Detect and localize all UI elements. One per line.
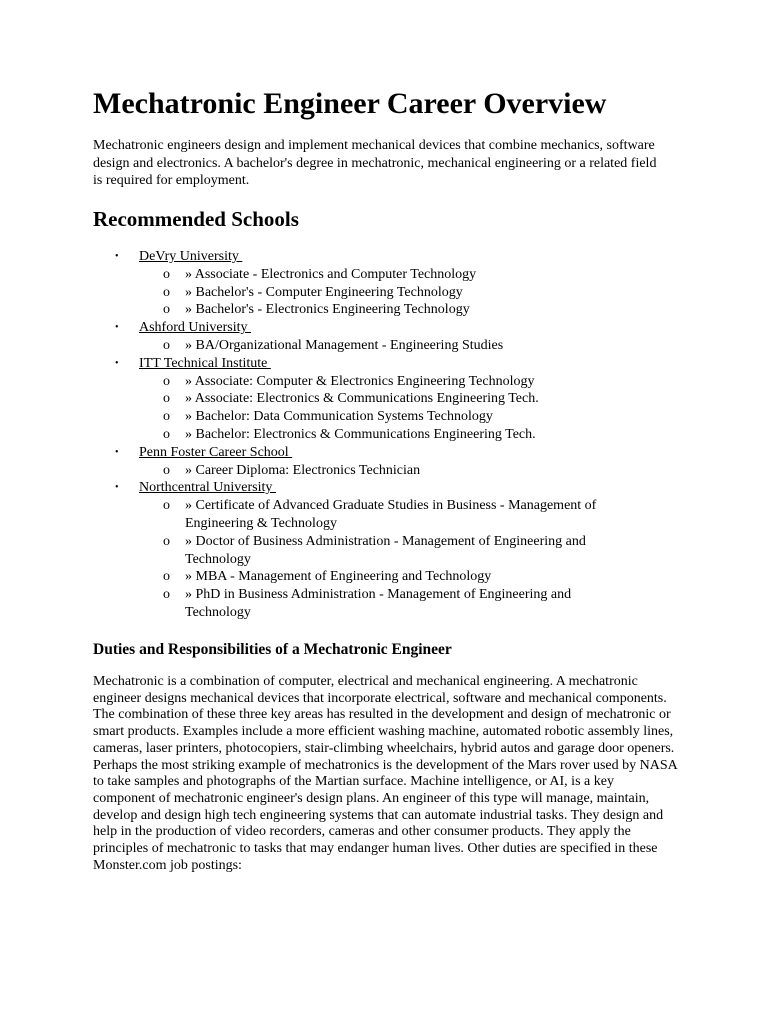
sub-bullet-icon: o — [163, 533, 170, 549]
sub-bullet-icon: o — [163, 498, 170, 514]
program-item — [139, 462, 625, 480]
bullet-icon: • — [115, 251, 119, 262]
program-list — [139, 373, 683, 444]
sub-bullet-icon: o — [163, 569, 170, 585]
program-text: » MBA - Management of Engineering and Technology — [185, 569, 492, 585]
program-item — [139, 586, 625, 622]
program-text: » Bachelor's - Electronics Engineering Technology — [185, 302, 470, 318]
bullet-icon: • — [115, 357, 119, 369]
program-item — [139, 568, 625, 586]
school-link-northcentral[interactable]: Northcentral University — [139, 480, 276, 496]
school-link-devry[interactable]: DeVry University — [139, 249, 243, 264]
school-item — [93, 355, 683, 444]
school-item — [93, 479, 683, 621]
program-item — [139, 426, 625, 444]
program-text: » Doctor of Business Administration - Management of Engineering and Technology — [185, 533, 586, 567]
program-text: » Associate: Computer & Electronics Engineering Technology — [185, 373, 535, 389]
sub-bullet-icon: o — [163, 391, 170, 407]
program-item — [139, 373, 625, 391]
program-text: » Certificate of Advanced Graduate Studies in Business - Management of Engineering & Technology — [185, 498, 597, 531]
program-text: » Associate: Electronics & Communications Engineering Tech. — [185, 391, 539, 407]
program-item — [139, 337, 625, 355]
program-item — [139, 266, 625, 284]
program-text: » Bachelor's - Computer Engineering Technology — [185, 284, 463, 300]
program-list — [139, 497, 683, 622]
school-link-itt[interactable]: ITT Technical Institute — [139, 355, 271, 371]
sub-bullet-icon: o — [163, 462, 170, 478]
school-item — [93, 319, 683, 355]
bullet-icon: • — [115, 482, 119, 494]
sub-bullet-icon: o — [163, 409, 170, 425]
school-link-penn-foster[interactable]: Penn Foster Career School — [139, 444, 293, 460]
program-item — [139, 390, 625, 408]
sub-bullet-icon: o — [163, 587, 170, 603]
intro-paragraph: Mechatronic engineers design and implement mechanical devices that combine mechanics, software design and electronics. A bachelor's degree in mechatronic, mechanical engineering or a related field is required for employment. — [93, 138, 657, 188]
sub-bullet-icon: o — [163, 337, 170, 353]
sub-bullet-icon: o — [163, 302, 170, 318]
duties-heading: Duties and Responsibilities of a Mechatronic Engineer — [93, 641, 452, 658]
program-list — [139, 462, 683, 480]
program-item — [139, 497, 625, 533]
sub-bullet-icon: o — [163, 266, 170, 282]
school-link-ashford[interactable]: Ashford University — [139, 320, 251, 336]
program-item — [139, 284, 625, 302]
duties-paragraph: Mechatronic is a combination of computer, electrical and mechanical engineering. A mechatronic engineer designs mechanical devices that incorporate electrical, software and mechanical components. The combination of these three key areas has resulted in the development and design of mechatronic or smart products. Examples include a more efficient washing machine, automated robotic assembly lines, cameras, laser printers, photocopiers, stair-climbing wheelchairs, hybrid autos and garage door openers. Perhaps the most striking example of mechatronics is the development of the Mars rover used by NASA to take samples and photographs of the Martian surface. Machine intelligence, or AI, is a key component of mechatronic engineer's design plans. An engineer of this type will manage, maintain, develop and design high tech engineering systems that can automate industrial tasks. They design and help in the production of video recorders, cameras and other consumer products. They apply the principles of mechatronic to tasks that may endanger human lives. Other duties are specified in these Monster.com job postings: — [93, 674, 677, 873]
page-title: Mechatronic Engineer Career Overview — [93, 87, 607, 120]
sub-bullet-icon: o — [163, 373, 170, 389]
program-list — [139, 266, 683, 319]
schools-heading: Recommended Schools — [93, 207, 299, 231]
sub-bullet-icon: o — [163, 284, 170, 300]
program-item — [139, 301, 625, 319]
program-text: » Bachelor: Data Communication Systems Technology — [185, 409, 493, 425]
program-text: » BA/Organizational Management - Engineering Studies — [185, 337, 504, 353]
program-text: » Associate - Electronics and Computer Technology — [185, 266, 477, 282]
program-item — [139, 533, 625, 569]
program-list — [139, 337, 683, 355]
school-item — [93, 248, 683, 319]
program-text: » Bachelor: Electronics & Communications Engineering Tech. — [185, 426, 536, 442]
program-item — [139, 408, 625, 426]
bullet-icon: • — [115, 446, 119, 458]
schools-list — [93, 248, 683, 622]
program-text: » PhD in Business Administration - Management of Engineering and Technology — [185, 587, 572, 620]
program-text: » Career Diploma: Electronics Technician — [185, 462, 421, 478]
school-item — [93, 444, 683, 480]
sub-bullet-icon: o — [163, 426, 170, 442]
bullet-icon: • — [115, 322, 119, 334]
